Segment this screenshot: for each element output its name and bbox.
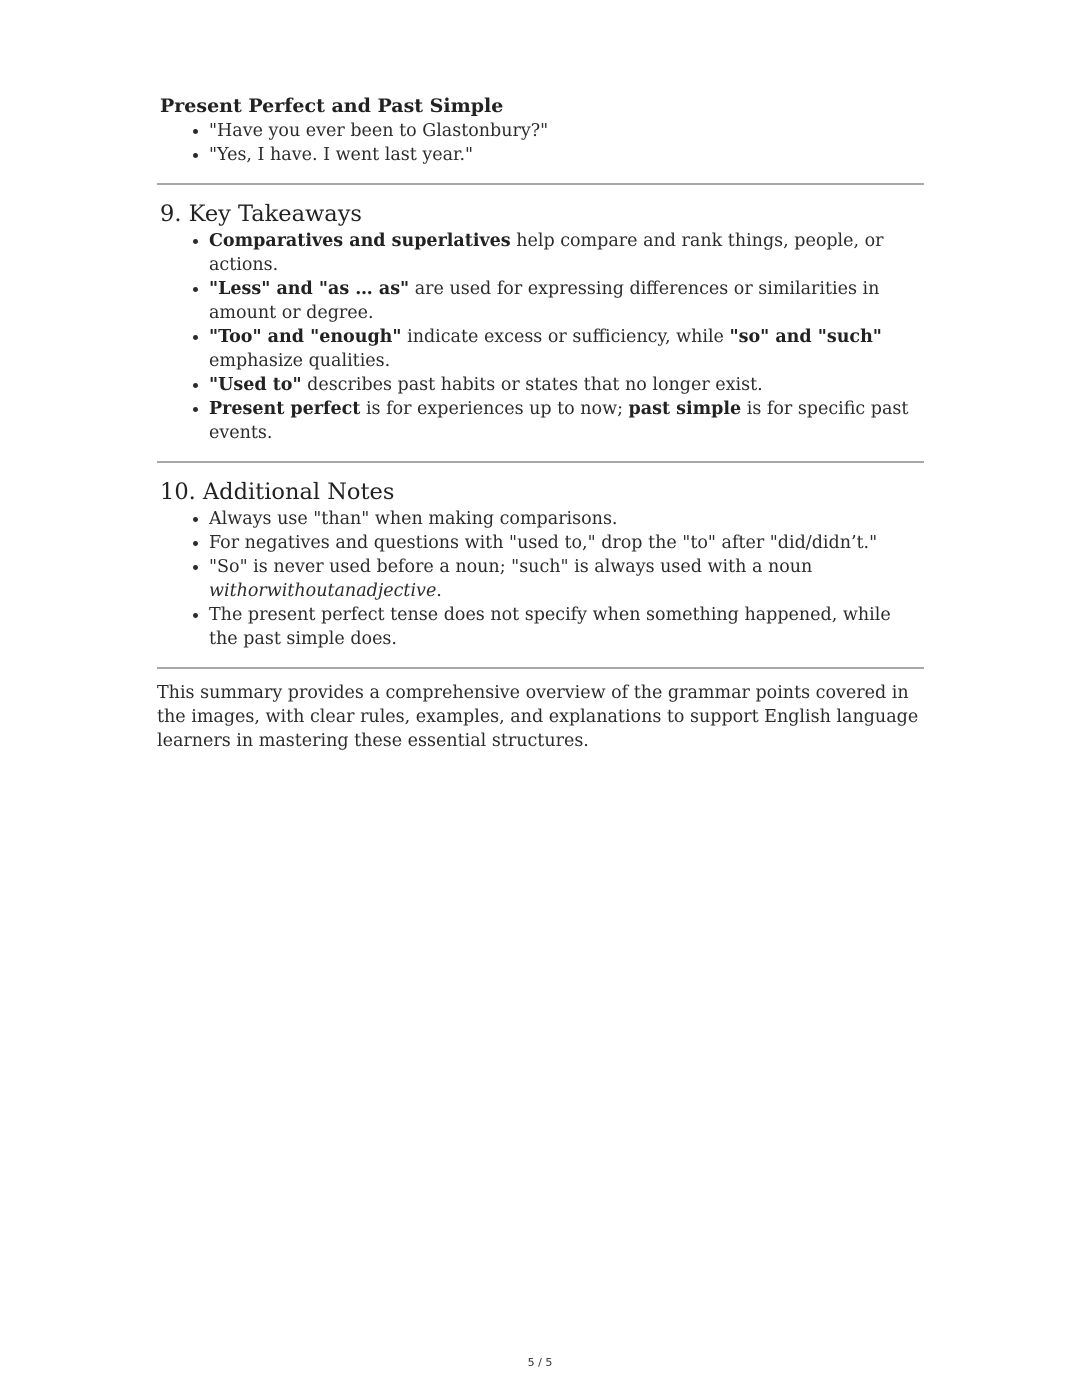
closing-paragraph: This summary provides a comprehensive overview of the grammar points covered in the images, with clear rules, examples, and explanations to support English language learners in mastering these essential structures. (157, 683, 919, 751)
list-item: • For negatives and questions with "used to," drop the "to" after "did/didn’t." (209, 531, 924, 555)
section-heading: 10. Additional Notes (160, 479, 395, 505)
math-expression: withorwithoutanadjective (209, 581, 437, 601)
document-page (157, 93, 924, 753)
list-item: • "Less" and "as … as" are used for expressing differences or similarities in amount or degree. (209, 277, 924, 325)
list-item: • Comparatives and superlatives help compare and rank things, people, or actions. (209, 229, 924, 277)
takeaways-list (157, 229, 924, 445)
notes-list (157, 507, 924, 651)
list-item: • Always use "than" when making comparisons. (209, 507, 924, 531)
list-item: • "Too" and "enough" indicate excess or sufficiency, while "so" and "such" emphasize qualities. (209, 325, 924, 373)
subsection-title: Present Perfect and Past Simple (160, 95, 504, 117)
list-item: • The present perfect tense does not specify when something happened, while the past simple does. (209, 603, 924, 651)
example-list (157, 119, 924, 167)
list-item: • "So" is never used before a noun; "such" is always used with a noun withorwithoutanadjective. (209, 555, 924, 603)
list-item: • Present perfect is for experiences up to now; past simple is for specific past events. (209, 397, 924, 445)
page-number: 5 / 5 (527, 1356, 553, 1369)
list-item: • "Yes, I have. I went last year." (209, 143, 924, 167)
section-heading: 9. Key Takeaways (160, 201, 362, 227)
list-item: • "Used to" describes past habits or states that no longer exist. (209, 373, 924, 397)
list-item: • "Have you ever been to Glastonbury?" (209, 119, 924, 143)
